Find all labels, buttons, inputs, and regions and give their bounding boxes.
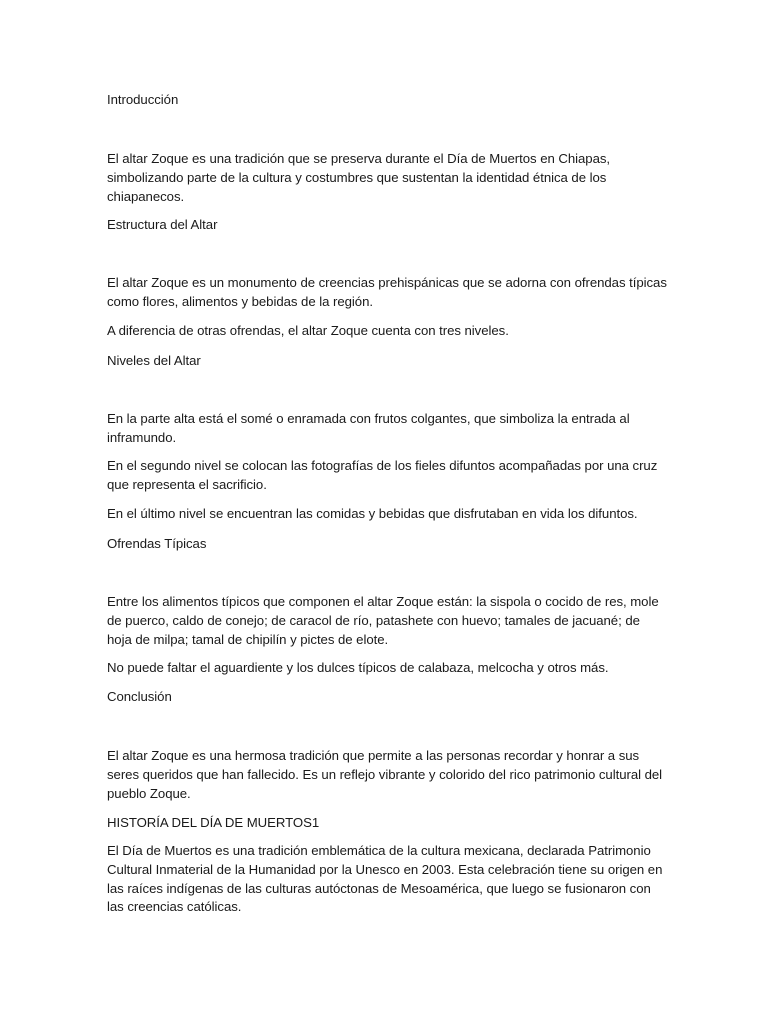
heading-levels: Niveles del Altar (107, 353, 201, 368)
paragraph-levels-1: En la parte alta está el somé o enramada con frutos colgantes, que simboliza la entrada al inframundo. (107, 411, 630, 445)
paragraph-levels-2: En el segundo nivel se colocan las fotografías de los fieles difuntos acompañadas por una cruz que representa el sacrificio. (107, 458, 658, 492)
heading-offerings: Ofrendas Típicas (107, 536, 207, 551)
heading-history: HISTORÍA DEL DÍA DE MUERTOS1 (107, 815, 320, 830)
paragraph-offerings-2: No puede faltar el aguardiente y los dulces típicos de calabaza, melcocha y otros más. (107, 660, 609, 675)
heading-structure: Estructura del Altar (107, 217, 218, 232)
paragraph-levels-3: En el último nivel se encuentran las comidas y bebidas que disfrutaban en vida los difuntos. (107, 506, 638, 521)
paragraph-introduction: El altar Zoque es una tradición que se preserva durante el Día de Muertos en Chiapas, simbolizando parte de la cultura y costumbres que sustentan la identidad étnica de los chiapanecos. (107, 151, 611, 204)
paragraph-structure-1: El altar Zoque es un monumento de creencias prehispánicas que se adorna con ofrendas típicas como flores, alimentos y bebidas de la región. (107, 275, 667, 309)
paragraph-offerings-1: Entre los alimentos típicos que componen el altar Zoque están: la sispola o cocido de res, mole de puerco, caldo de conejo; de caracol de río, patashete con huevo; tamales de jacuané; de hoja de milpa; tamal de chipilín y pictes de elote. (107, 594, 659, 647)
heading-conclusion: Conclusión (107, 689, 172, 704)
paragraph-conclusion: El altar Zoque es una hermosa tradición que permite a las personas recordar y honrar a sus seres queridos que han fallecido. Es un reflejo vibrante y colorido del rico patrimonio cultural del pueblo Zoque. (107, 748, 663, 801)
paragraph-structure-2: A diferencia de otras ofrendas, el altar Zoque cuenta con tres niveles. (107, 323, 509, 338)
paragraph-history: El Día de Muertos es una tradición emblemática de la cultura mexicana, declarada Patrimonio Cultural Inmaterial de la Humanidad por la Unesco en 2003. Esta celebración tiene su origen en las raíces indígenas de las culturas autóctonas de Mesoamérica, que luego se fusionaron con las creencias católicas. (107, 843, 663, 915)
heading-introduction: Introducción (107, 92, 179, 107)
